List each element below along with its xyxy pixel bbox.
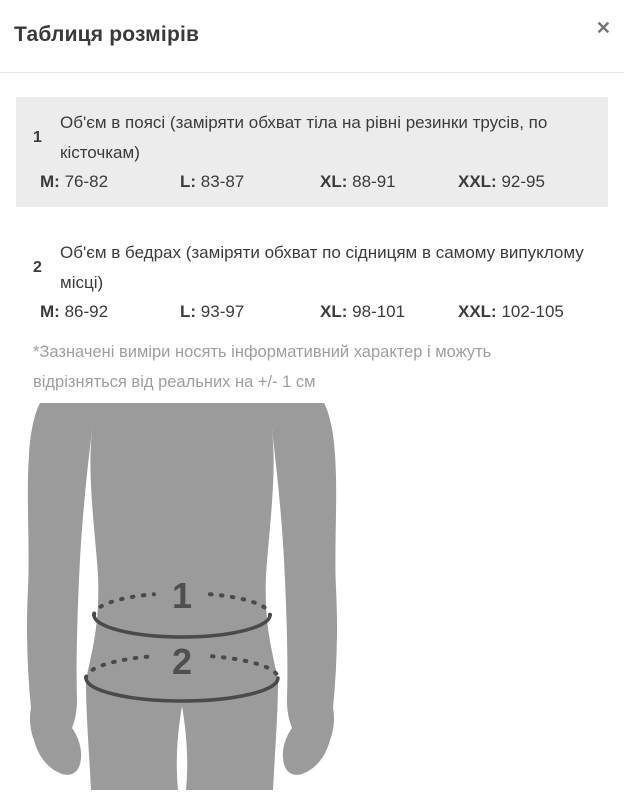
size-cell-l: L: 83-87 [180,172,245,191]
close-icon: ✕ [595,18,611,38]
measurement-diagram [12,400,352,790]
size-row-hips [16,227,608,337]
size-cell-xxl: XXL: 102-105 [458,302,564,321]
size-cell-xl: XL: 98-101 [320,302,406,321]
measure-number-1: 1 [33,129,42,146]
size-row-waist [16,97,608,207]
body-silhouette-illustration [12,400,352,790]
page-title: Таблиця розмірів [14,23,200,46]
size-cell-xl: XL: 88-91 [320,172,396,191]
waist-label: 1 [171,575,193,616]
measure-number-2: 2 [33,259,42,276]
hips-sizes-row [33,301,591,322]
modal-header [0,0,624,73]
hips-label: 2 [171,641,193,682]
hips-description-row [33,238,591,298]
left-arm-shape [27,403,92,775]
right-arm-shape [272,403,337,775]
close-button[interactable] [596,19,611,37]
hips-description: Об'єм в бедрах (заміряти обхват по сідницям в самому випуклому місці) [60,243,584,292]
size-cell-m: M: 86-92 [40,302,109,321]
size-cell-l: L: 93-97 [180,302,245,321]
size-cell-m: M: 76-82 [40,172,109,191]
waist-sizes-row [33,171,591,192]
size-cell-xxl: XXL: 92-95 [458,172,545,191]
waist-description: Об'єм в поясі (заміряти обхват тіла на рівні резинки трусів, по кісточкам) [60,113,548,162]
disclaimer-note: *Зазначені виміри носять інформативний характер і можуть відрізняться від реальних на +/- 1 см [33,343,492,391]
waist-description-row [33,108,591,168]
